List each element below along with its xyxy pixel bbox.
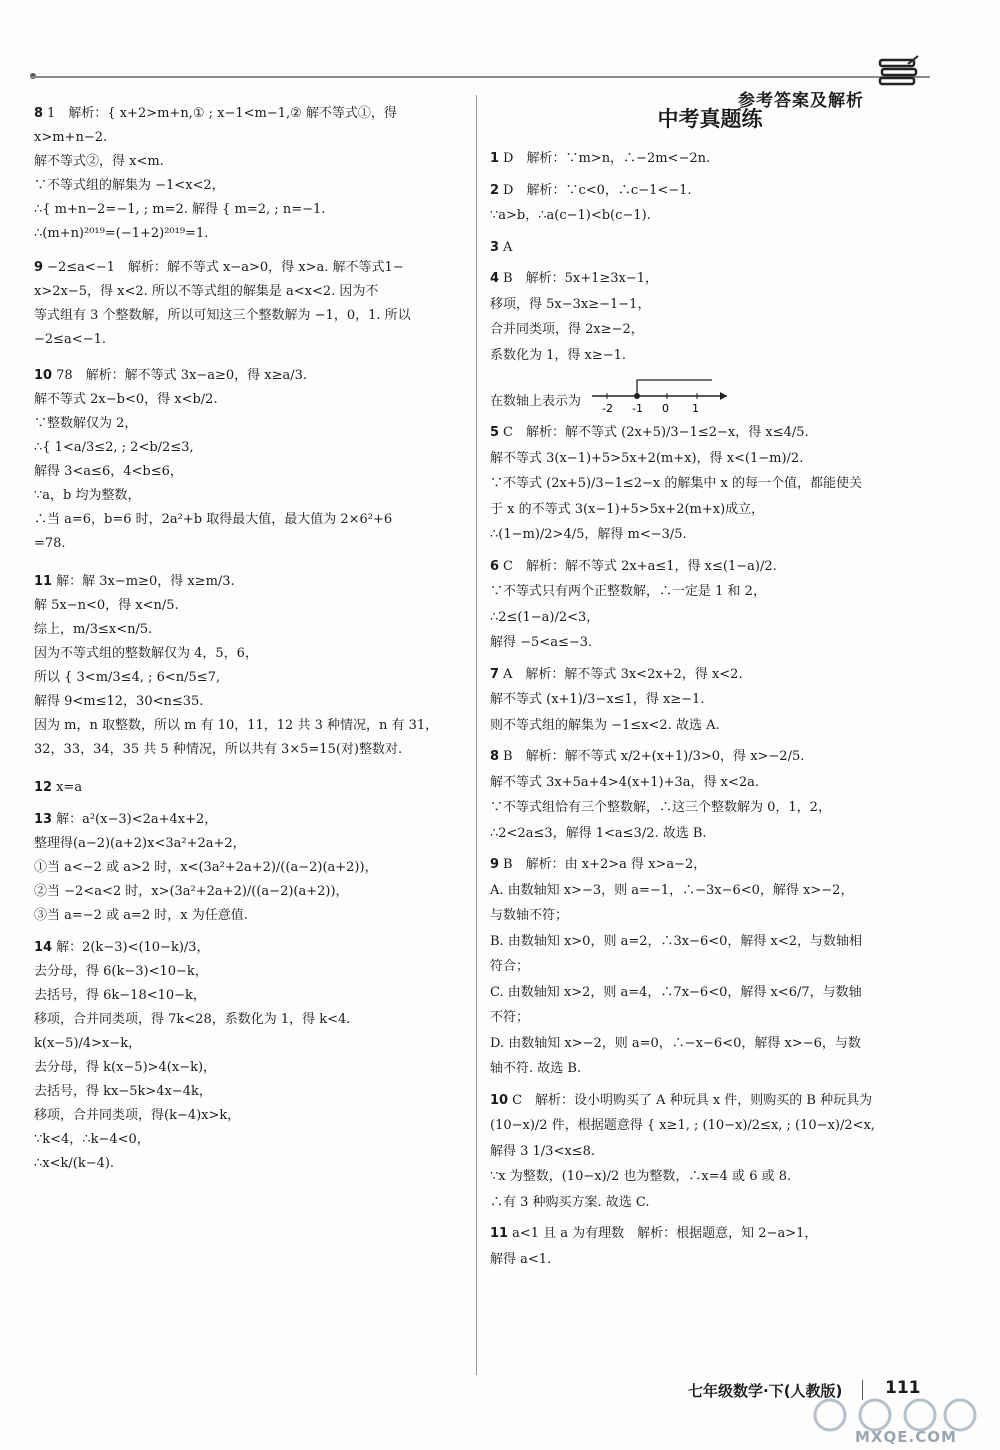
answer-line: 解不等式 3(x−1)+5>5x+2(m+x)，得 x<(1−m)/2.: [490, 450, 804, 466]
answer-item: [34, 256, 464, 352]
answer-line: 不符；: [490, 1010, 530, 1025]
answer-item: [490, 744, 930, 846]
answer-item: [490, 178, 930, 229]
answer-item: [34, 776, 464, 800]
answer-line: ∵不等式组恰有三个整数解，∴这三个整数解为 0，1，2，: [490, 800, 831, 815]
answer-line: 解不等式 2x−b<0，得 x<b/2.: [34, 392, 218, 407]
answer-line: =78.: [34, 536, 66, 551]
question-number: 10: [490, 1092, 509, 1108]
answer-line: 整理得(a−2)(a+2)x<3a²+2a+2，: [34, 836, 246, 851]
number-line-tick-label: 1: [692, 402, 700, 414]
answer-text: B 解析：解不等式 x/2+(x+1)/3>0，得 x>−2/5.: [503, 749, 805, 764]
book-stack-icon: [878, 52, 920, 94]
number-line-tick-label: -2: [602, 402, 613, 414]
answer-line: 解不等式 3x+5a+4>4(x+1)+3a，得 x<2a.: [490, 774, 760, 790]
answer-line: ∴{ m+n−2=−1, ; m=2. 解得 { m=2, ; n=−1.: [34, 202, 326, 217]
answer-item: [490, 1221, 930, 1272]
answer-first-line: [490, 662, 930, 688]
answer-line: 去括号，得 kx−5k>4x−4k，: [34, 1084, 212, 1099]
answer-item: [34, 936, 464, 1176]
answer-line: 解得 a<1.: [490, 1251, 552, 1267]
answer-line: ∵k<4，∴k−4<0，: [34, 1132, 150, 1147]
answer-item: [490, 146, 930, 172]
right-items: [490, 146, 930, 1272]
answer-first-line: [34, 102, 464, 150]
answer-text: C 解析：解不等式 (2x+5)/3−1≤2−x，得 x≤4/5.: [503, 425, 809, 440]
answer-first-line: [34, 256, 464, 280]
answer-line: ∵x 为整数，(10−x)/2 也为整数，∴x=4 或 6 或 8.: [490, 1169, 792, 1184]
answer-first-line: [34, 936, 464, 960]
answer-line: ①当 a<−2 或 a>2 时，x<(3a²+2a+2)/((a−2)(a+2))，: [34, 860, 378, 875]
answer-first-line: [490, 1088, 930, 1114]
answer-line: ∴(m+n)²⁰¹⁹=(−1+2)²⁰¹⁹=1.: [34, 226, 209, 241]
solution-ray: [637, 380, 712, 396]
answer-line: 移项，得 5x−3x≥−1−1，: [490, 296, 651, 312]
answer-line: 则不等式组的解集为 −1≤x<2. 故选 A.: [490, 717, 720, 733]
answer-line: 32，33，34，35 共 5 种情况，所以共有 3×5=15(对)整数对.: [34, 742, 403, 757]
question-number: 7: [490, 666, 500, 682]
answer-line: ∴{ 1<a/3≤2, ; 2<b/2≤3,: [34, 440, 194, 455]
question-number: 3: [490, 239, 500, 255]
answer-line: 移项，合并同类项，得 7k<28，系数化为 1，得 k<4.: [34, 1012, 351, 1027]
answer-line: ∴有 3 种购买方案. 故选 C.: [490, 1194, 650, 1210]
answer-item: [34, 570, 464, 762]
answer-line: ∴(1−m)/2>4/5，解得 m<−3/5.: [490, 527, 687, 542]
answer-first-line: [490, 554, 930, 580]
answer-text: 78 解析：解不等式 3x−a≥0，得 x≥a/3.: [56, 368, 308, 383]
answer-line: B. 由数轴知 x>0，则 a=2，∴3x−6<0，解得 x<2，与数轴相: [490, 933, 863, 949]
answer-first-line: [34, 808, 464, 832]
header-title: 参考答案及解析: [738, 91, 864, 111]
question-number: 5: [490, 425, 500, 440]
question-number: 14: [34, 940, 53, 955]
answer-line: (10−x)/2 件，根据题意得 { x≥1, ; (10−x)/2≤x, ; (10−x)/2<x,: [490, 1118, 875, 1133]
answer-line: ③当 a=−2 或 a=2 时，x 为任意值.: [34, 908, 248, 923]
answer-line: 解得 −5<a≤−3.: [490, 635, 593, 650]
answer-text: D 解析：∵c<0，∴c−1<−1.: [503, 182, 692, 198]
answer-line: ∴2≤(1−a)/2<3，: [490, 609, 600, 625]
question-number: 8: [490, 749, 500, 764]
number-line: [587, 374, 737, 414]
answer-text: C 解析：设小明购买了 A 种玩具 x 件，则购买的 B 种玩具为: [512, 1092, 873, 1108]
answer-item: [490, 554, 930, 656]
number-line-label: 在数轴上表示为: [490, 393, 582, 409]
answer-line: 去括号，得 6k−18<10−k，: [34, 988, 206, 1003]
number-line-tick-label: 0: [662, 402, 670, 414]
answer-item: [490, 235, 930, 261]
axis-arrow-icon: [720, 392, 727, 400]
question-number: 8: [34, 106, 44, 121]
answer-first-line: [34, 364, 464, 388]
number-line-tick-label: -1: [632, 402, 643, 414]
answer-line: C. 由数轴知 x>2，则 a=4，∴7x−6<0，解得 x<6/7，与数轴: [490, 984, 862, 1000]
answer-item: [34, 808, 464, 928]
answer-line: 解得 3<a≤6，4<b≤6，: [34, 464, 183, 479]
answer-first-line: [490, 852, 930, 878]
right-column: [490, 102, 930, 1278]
answer-first-line: [490, 266, 930, 292]
answer-text: B 解析：由 x+2>a 得 x>a−2，: [503, 857, 707, 872]
section-title: 中考真题练: [657, 107, 763, 131]
answer-line: ∵不等式 (2x+5)/3−1≤2−x 的解集中 x 的每一个值，都能使关: [490, 476, 862, 491]
answer-text: −2≤a<−1 解析：解不等式 x−a>0，得 x>a. 解不等式1−: [47, 260, 404, 275]
answer-line: 轴不符. 故选 B.: [490, 1061, 582, 1076]
answer-line: ∵a，b 均为整数，: [34, 488, 141, 503]
answer-line: ∴2<2a≤3，解得 1<a≤3/2. 故选 B.: [490, 825, 707, 841]
answer-item: [490, 266, 930, 368]
answer-line: ②当 −2<a<2 时，x>(3a²+2a+2)/((a−2)(a+2))，: [34, 884, 349, 899]
question-number: 9: [34, 260, 44, 275]
question-number: 12: [34, 780, 53, 795]
question-number: 4: [490, 271, 500, 286]
question-number: 1: [490, 151, 500, 166]
answer-line: ∵整数解仅为 2，: [34, 416, 138, 431]
answer-first-line: [490, 178, 930, 204]
answer-text: a<1 且 a 为有理数 解析：根据题意，知 2−a>1，: [512, 1226, 818, 1241]
answer-line: 去分母，得 k(x−5)>4(x−k)，: [34, 1060, 217, 1075]
answer-item: [490, 1088, 930, 1216]
answer-line: x>2x−5，得 x<2. 所以不等式组的解集是 a<x<2. 因为不: [34, 284, 379, 299]
answer-line: 与数轴不符；: [490, 908, 569, 923]
question-number: 6: [490, 558, 500, 574]
answer-line: D. 由数轴知 x>−2，则 a=0，∴−x−6<0，解得 x>−6，与数: [490, 1035, 861, 1051]
answer-text: A: [503, 239, 513, 255]
answer-line: 所以 { 3<m/3≤4, ; 6<n/5≤7,: [34, 670, 221, 685]
answer-line: 因为不等式组的整数解仅为 4，5，6，: [34, 646, 258, 661]
answer-first-line: [490, 420, 930, 446]
answer-first-line: [490, 1221, 930, 1247]
watermark-text: MXQE.COM: [855, 1428, 957, 1445]
answer-item: [490, 852, 930, 1082]
answer-first-line: [490, 235, 930, 261]
answer-line: 解得 9<m≤12，30<n≤35.: [34, 694, 204, 709]
answer-line: k(x−5)/4>x−k，: [34, 1036, 142, 1051]
page-number: 111: [885, 1378, 921, 1398]
answer-text: D 解析：∵m>n，∴−2m<−2n.: [503, 151, 711, 166]
answer-line: 系数化为 1，得 x≥−1.: [490, 347, 627, 363]
column-divider: [476, 95, 477, 1375]
answer-item: [34, 364, 464, 556]
answer-line: 解得 3 1/3<x≤8.: [490, 1143, 595, 1159]
answer-line: −2≤a<−1.: [34, 332, 106, 347]
answer-line: ∴x<k/(k−4).: [34, 1156, 115, 1171]
header-rule: [30, 76, 930, 78]
question-number: 9: [490, 857, 500, 872]
answer-line: 解 5x−n<0，得 x<n/5.: [34, 598, 179, 613]
answer-first-line: [490, 744, 930, 770]
question-number: 11: [34, 574, 53, 589]
answer-line: 解不等式②，得 x<m.: [34, 154, 164, 169]
answer-text: 解：2(k−3)<(10−k)/3，: [56, 940, 210, 955]
left-column: [34, 102, 464, 1184]
answer-line: 合并同类项，得 2x≥−2，: [490, 322, 644, 337]
answer-item: [490, 420, 930, 548]
answer-line: 去分母，得 6(k−3)<10−k，: [34, 964, 208, 979]
footer-subject: 七年级数学·下(人教版): [688, 1382, 843, 1400]
answer-text: B 解析：5x+1≥3x−1，: [503, 271, 659, 286]
answer-text: A 解析：解不等式 3x<2x+2，得 x<2.: [503, 666, 743, 682]
answer-line: ∵不等式组的解集为 −1<x<2，: [34, 178, 225, 193]
answer-line: ∵a>b，∴a(c−1)<b(c−1).: [490, 208, 651, 223]
watermark-logo: [800, 1395, 985, 1445]
answer-line: A. 由数轴知 x>−3，则 a=−1，∴−3x−6<0，解得 x>−2，: [490, 882, 854, 898]
answer-line: ∴当 a=6，b=6 时，2a²+b 取得最大值，最大值为 2×6²+6: [34, 512, 393, 527]
answer-line: ∵不等式只有两个正整数解，∴一定是 1 和 2，: [490, 584, 766, 599]
question-number: 13: [34, 812, 53, 827]
answer-first-line: [34, 570, 464, 594]
answer-item: [490, 662, 930, 739]
question-number: 10: [34, 368, 53, 383]
answer-line: 符合；: [490, 959, 530, 974]
answer-text: x=a: [56, 780, 83, 795]
answer-line: 综上，m/3≤x<n/5.: [34, 622, 153, 637]
answer-line: 因为 m，n 取整数，所以 m 有 10，11，12 共 3 种情况，n 有 31，: [34, 718, 439, 733]
question-number: 11: [490, 1226, 509, 1241]
answer-line: 解不等式 (x+1)/3−x≤1，得 x≥−1.: [490, 692, 705, 707]
answer-item: [34, 102, 464, 246]
answer-text: C 解析：解不等式 2x+a≤1，得 x≤(1−a)/2.: [503, 558, 777, 574]
answer-text: 1 解析：{ x+2>m+n,① ; x−1<m−1,② 解不等式①，得 x>m+n−2.: [34, 106, 402, 145]
solution-endpoint: [634, 393, 640, 399]
answer-line: 于 x 的不等式 3(x−1)+5>5x+2(m+x)成立，: [490, 501, 765, 517]
answer-text: 解：a²(x−3)<2a+4x+2，: [56, 812, 218, 827]
answer-first-line: [34, 776, 464, 800]
answer-line: 等式组有 3 个整数解，所以可知这三个整数解为 −1，0，1. 所以: [34, 308, 411, 323]
answer-line: 移项，合并同类项，得(k−4)x>k，: [34, 1108, 241, 1123]
answer-item: [490, 374, 930, 414]
answer-first-line: [490, 146, 930, 172]
answer-text: 解：解 3x−m≥0，得 x≥m/3.: [56, 574, 235, 589]
number-line-figure: [490, 374, 930, 414]
question-number: 2: [490, 182, 500, 198]
